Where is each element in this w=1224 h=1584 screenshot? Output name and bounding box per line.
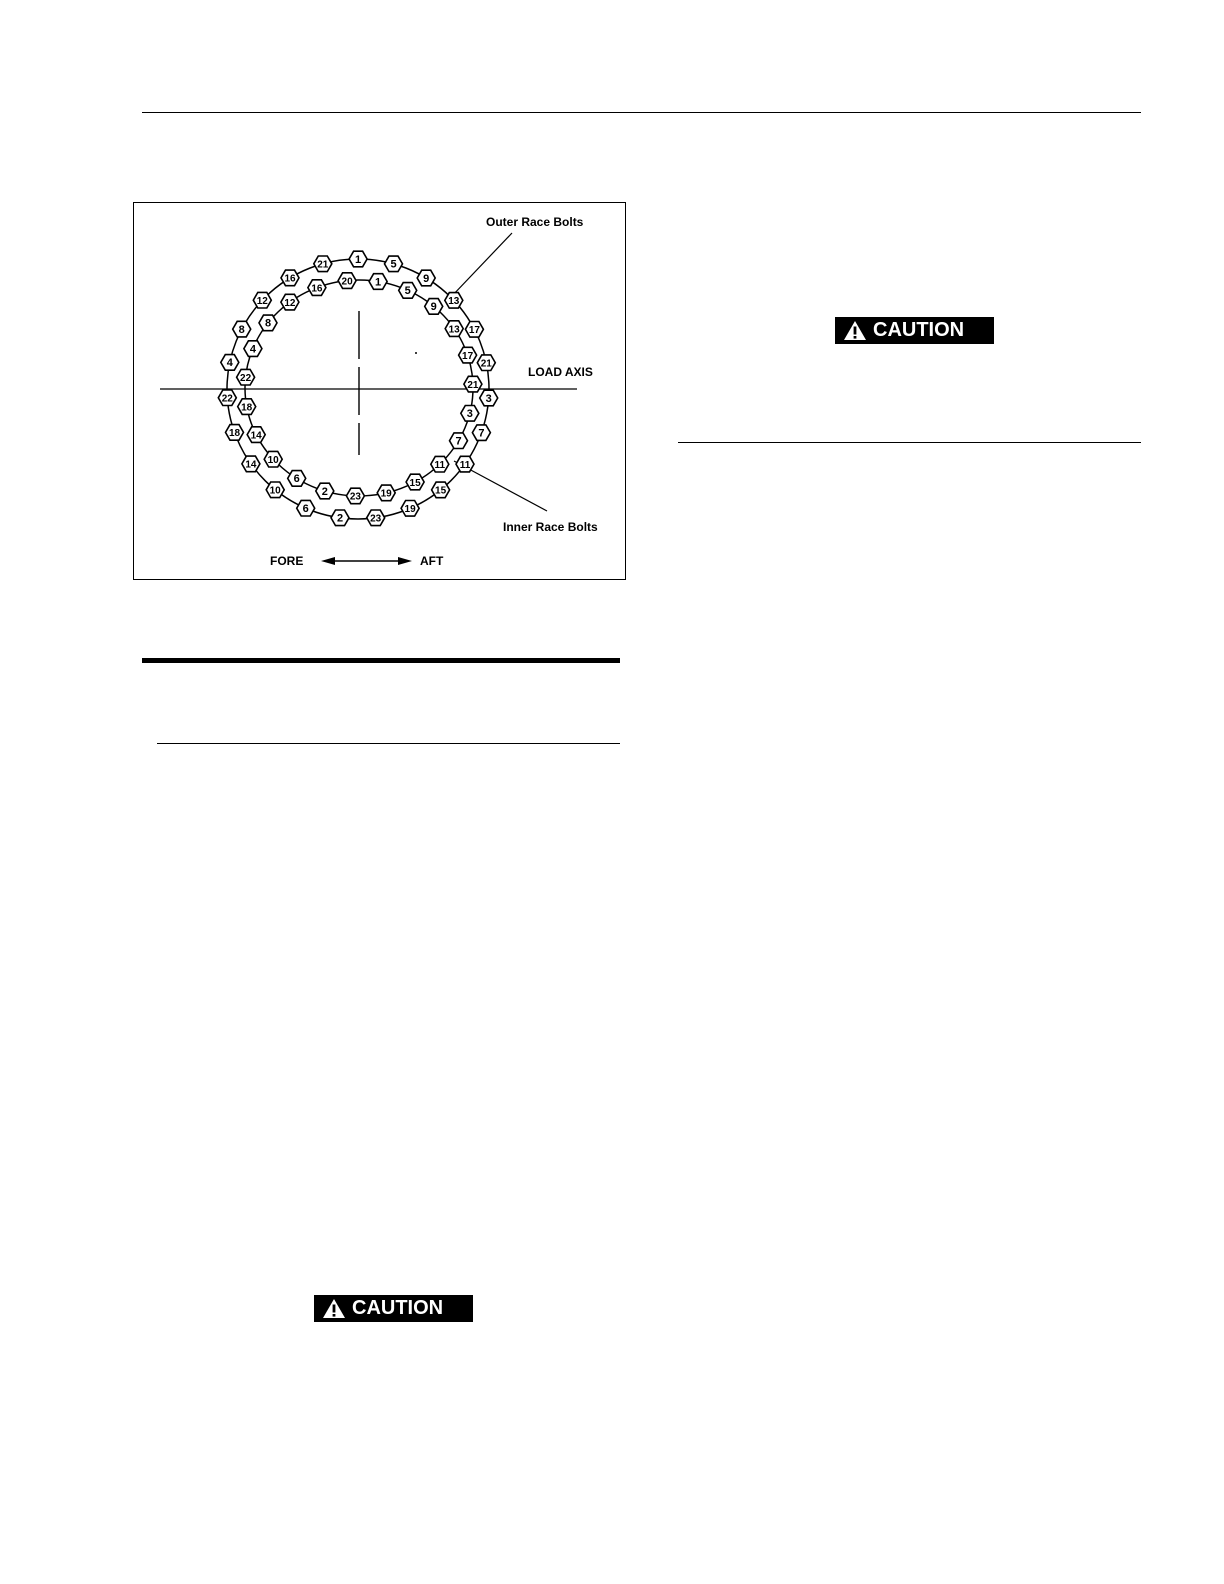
outer-race-bolt (242, 456, 260, 472)
inner-race-bolt-number: 10 (267, 455, 279, 466)
outer-race-bolt-number: 13 (448, 296, 460, 308)
outer-race-bolt-number: 9 (423, 272, 430, 285)
outer-race-bolt (349, 251, 367, 267)
outer-race-bolt-number: 4 (226, 357, 233, 370)
inner-race-bolt-number: 21 (467, 379, 479, 391)
section-thin-rule-left (157, 743, 620, 744)
outer-race-bolt-number: 5 (390, 258, 397, 271)
inner-race-bolt-number: 18 (241, 402, 253, 414)
outer-race-bolt (281, 270, 299, 286)
outer-race-bolt-number: 14 (245, 459, 257, 471)
inner-race-bolt (431, 456, 449, 472)
header-rule (142, 112, 1141, 113)
inner-race-bolt (399, 283, 417, 299)
bolt-pattern-figure (133, 202, 626, 580)
inner-race-bolt-number: 17 (462, 350, 474, 362)
aft-label: AFT (420, 554, 444, 568)
outer-race-bolt (432, 482, 450, 498)
inner-race-bolt (259, 315, 277, 331)
inner-race-bolt-number: 4 (249, 343, 256, 356)
inner-race-bolt (264, 451, 282, 467)
outer-race-bolt-number: 15 (435, 485, 447, 497)
outer-race-bolts-label: Outer Race Bolts (486, 215, 584, 229)
caution-badge-left (314, 1295, 473, 1322)
outer-race-bolt-number: 22 (221, 393, 233, 405)
outer-race-bolt-number: 10 (269, 485, 281, 497)
inner-race-bolt-number: 3 (466, 408, 473, 421)
inner-race-bolt (244, 341, 262, 357)
inner-race-bolt (346, 488, 364, 504)
warning-triangle-icon (843, 320, 867, 341)
inner-race-bolt (238, 399, 256, 415)
outer-race-bolt-number: 3 (485, 392, 492, 405)
inner-race-bolt (406, 474, 424, 490)
outer-race-bolt (417, 270, 435, 286)
inner-race-bolt-number: 7 (455, 435, 462, 448)
outer-race-bolts (218, 251, 497, 525)
inner-race-bolt-number: 16 (311, 283, 323, 295)
caution-label: CAUTION (352, 1297, 444, 1319)
inner-race-bolt (369, 274, 387, 290)
outer-race-bolt-number: 8 (238, 323, 245, 336)
outer-race-bolt-number: 16 (284, 273, 296, 285)
inner-race-bolt (281, 294, 299, 310)
outer-race-bolt-number: 19 (404, 504, 416, 516)
inner-race-bolt-number: 22 (240, 373, 252, 384)
outer-race-bolt-number: 12 (256, 296, 268, 307)
outer-race-bolt (233, 321, 251, 337)
inner-race-bolt-number: 19 (380, 488, 392, 500)
inner-race-bolt-number: 9 (430, 301, 437, 314)
inner-race-bolt (377, 485, 395, 501)
outer-race-bolt-number: 6 (302, 503, 309, 515)
section-heavy-rule (142, 658, 620, 663)
inner-race-bolt (459, 347, 477, 363)
inner-race-bolt-number: 20 (341, 276, 353, 288)
inner-race-bolt-number: 12 (284, 297, 296, 309)
fore-arrowhead (321, 557, 335, 565)
inner-race-bolt-number: 5 (404, 285, 411, 298)
inner-race-bolt-number: 11 (434, 460, 446, 471)
inner-race-bolt-number: 2 (321, 485, 328, 498)
outer-race-bolt (314, 256, 332, 272)
outer-race-bolt-number: 17 (468, 325, 480, 337)
outer-race-bolt (401, 501, 419, 517)
outer-race-bolt (445, 293, 463, 309)
aft-arrowhead (398, 557, 412, 565)
outer-race-bolt-number: 21 (480, 358, 492, 370)
outer-race-bolt (367, 510, 385, 526)
outer-race-bolt-number: 7 (478, 427, 485, 440)
inner-race-bolt (316, 483, 334, 499)
outer-race-bolt (472, 425, 490, 441)
outer-race-bolt (297, 500, 315, 516)
outer-race-bolt-number: 2 (336, 512, 344, 525)
outer-race-bolt-number: 21 (317, 259, 329, 271)
inner-race-bolt (247, 427, 265, 443)
section-thin-rule-right (678, 442, 1141, 443)
inner-race-bolt-number: 6 (293, 473, 300, 486)
outer-race-bolt (266, 482, 284, 498)
outer-race-bolt-number: 18 (228, 428, 241, 440)
inner-race-bolt (338, 273, 356, 289)
outer-race-bolt-number: 23 (370, 513, 382, 525)
outer-label-leader (451, 233, 512, 297)
inner-race-bolts-label: Inner Race Bolts (503, 520, 598, 534)
inner-race-bolt (464, 376, 482, 392)
outer-race-bolt (385, 256, 403, 272)
center-dot (415, 352, 417, 354)
outer-race-bolt (456, 456, 474, 472)
inner-race-bolt-number: 13 (448, 324, 460, 336)
outer-race-bolt (477, 355, 495, 371)
outer-race-bolt (465, 322, 483, 338)
load-axis-label: LOAD AXIS (528, 365, 593, 379)
warning-triangle-icon (322, 1298, 346, 1319)
outer-race-bolt (226, 425, 244, 441)
inner-race-bolt (445, 321, 463, 337)
outer-race-bolt (221, 355, 239, 371)
inner-race-bolt-number: 8 (264, 317, 272, 330)
outer-race-bolt (218, 390, 236, 406)
outer-race-bolt (331, 510, 349, 526)
inner-race-bolt (461, 406, 479, 422)
inner-race-bolt (425, 299, 443, 315)
inner-race-bolt (450, 433, 468, 449)
inner-race-bolt-number: 1 (375, 276, 382, 289)
caution-label: CAUTION (873, 319, 965, 341)
inner-race-bolt (237, 369, 255, 385)
inner-race-bolt-number: 23 (349, 491, 361, 503)
inner-race-bolt (288, 471, 306, 487)
inner-race-bolt-number: 14 (250, 430, 262, 442)
inner-race-bolt-number: 15 (409, 477, 421, 489)
outer-race-bolt (480, 390, 498, 406)
caution-badge-right (835, 317, 994, 344)
fore-label: FORE (270, 554, 304, 568)
inner-race-bolt (308, 280, 326, 296)
outer-race-bolt (253, 292, 271, 308)
outer-race-bolt-number: 1 (355, 253, 362, 266)
outer-race-bolt-number: 11 (459, 459, 471, 471)
